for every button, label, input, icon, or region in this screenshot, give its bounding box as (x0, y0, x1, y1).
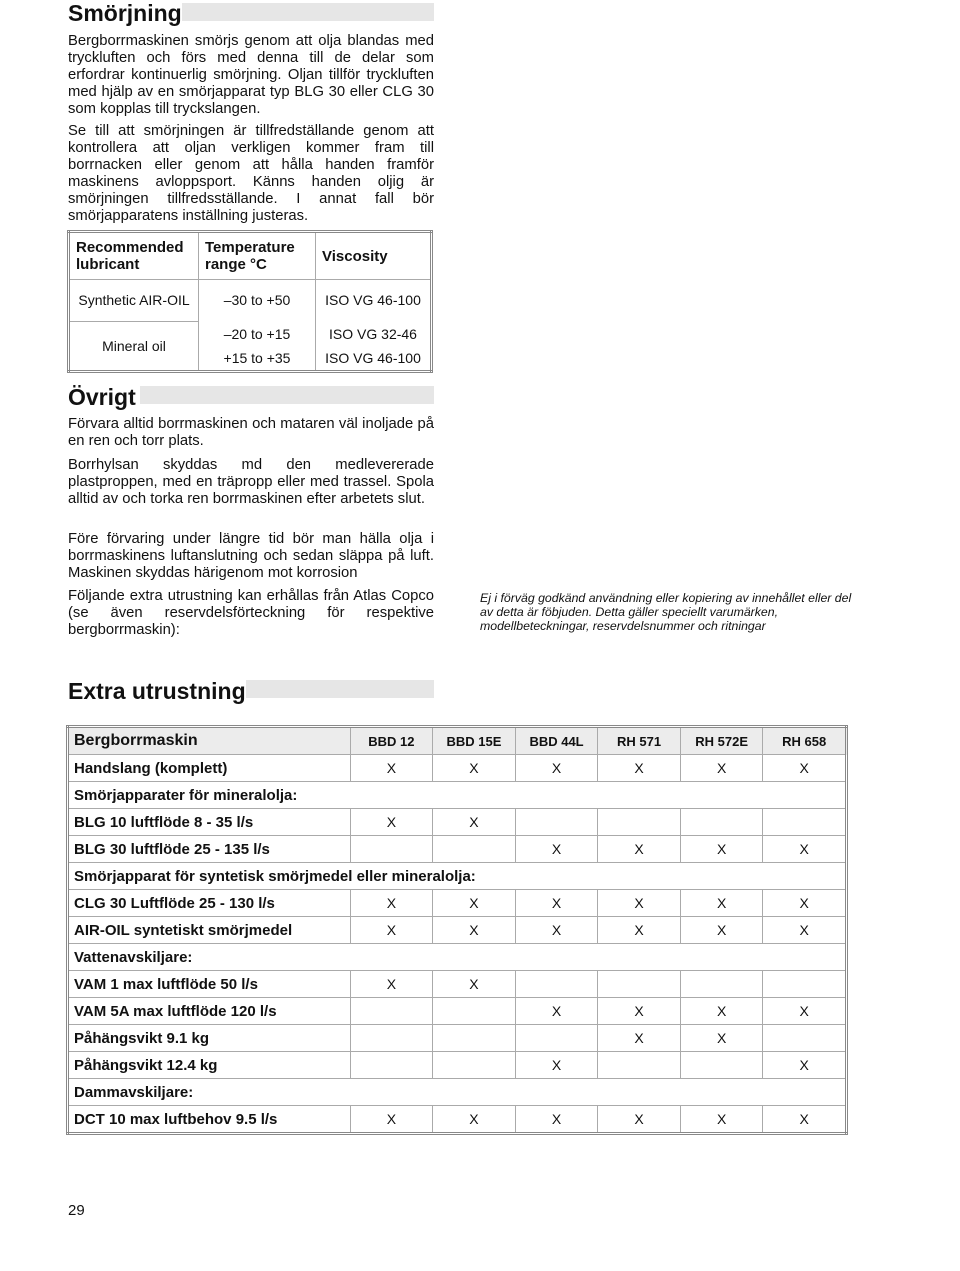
equipment-table (66, 725, 848, 1135)
compatibility-cell (680, 809, 763, 836)
compatibility-cell: X (433, 890, 516, 917)
section-row (68, 944, 847, 971)
temperature-range: +15 to +35 (199, 347, 316, 372)
compatibility-cell: X (515, 755, 598, 782)
compatibility-cell: X (515, 890, 598, 917)
equipment-table-header (68, 727, 847, 755)
equipment-label: Påhängsvikt 9.1 kg (68, 1025, 351, 1052)
compatibility-cell (680, 971, 763, 998)
compatibility-cell: X (680, 998, 763, 1025)
compatibility-cell (433, 998, 516, 1025)
equipment-label: AIR-OIL syntetiskt smörjmedel (68, 917, 351, 944)
lubricant-category: Synthetic AIR-OIL (78, 292, 190, 308)
compatibility-cell (433, 1025, 516, 1052)
compatibility-cell: X (433, 755, 516, 782)
compatibility-cell: X (763, 917, 847, 944)
compatibility-cell: X (598, 1025, 681, 1052)
other-paragraph-2: Borrhylsan skyddas md den medlevererade plastproppen, med en träpropp eller med trassel. Spola alltid av och torka ren borrmaskinen efter arbetets slut. (68, 457, 434, 507)
header-viscosity: Viscosity (316, 232, 432, 280)
compatibility-cell (350, 836, 433, 863)
viscosity-value: ISO VG 32-46 (316, 322, 432, 347)
compatibility-cell (350, 1052, 433, 1079)
compatibility-cell: X (515, 836, 598, 863)
compatibility-cell: X (350, 809, 433, 836)
header-model: BBD 15E (433, 727, 516, 755)
header-model: RH 572E (680, 727, 763, 755)
temperature-range: –20 to +15 (199, 322, 316, 347)
compatibility-cell (763, 1025, 847, 1052)
lubricant-table-header (69, 232, 432, 280)
compatibility-cell (515, 809, 598, 836)
equipment-label: Smörjapparater för mineralolja: (68, 782, 847, 809)
table-row (68, 1106, 847, 1134)
compatibility-cell (433, 1052, 516, 1079)
compatibility-cell (598, 809, 681, 836)
lubricant-table (67, 230, 433, 373)
equipment-label: Handslang (komplett) (68, 755, 351, 782)
compatibility-cell (515, 971, 598, 998)
header-lubricant: Recommended lubricant (69, 232, 199, 280)
compatibility-cell (763, 809, 847, 836)
compatibility-cell: X (350, 917, 433, 944)
header-model: RH 571 (598, 727, 681, 755)
equipment-label: BLG 30 luftflöde 25 - 135 l/s (68, 836, 351, 863)
compatibility-cell: X (515, 917, 598, 944)
compatibility-cell: X (433, 971, 516, 998)
table-row (68, 890, 847, 917)
table-row (68, 1025, 847, 1052)
table-row (68, 809, 847, 836)
compatibility-cell (515, 1025, 598, 1052)
section-title-bar (246, 680, 434, 698)
compatibility-cell (763, 971, 847, 998)
section-row (68, 863, 847, 890)
section-title-lubrication: Smörjning (68, 0, 182, 26)
lubrication-paragraph-2: Se till att smörjningen är tillfredställande genom att kontrollera att oljan verkligen kommer fram till borrnacken eller genom att hålla handen framför maskinens avloppsport. Känns handen oljig är smörjningen tillfredsställande. I annat fall bör smörjapparatens inställning justeras. (68, 123, 434, 224)
equipment-label: DCT 10 max luftbehov 9.5 l/s (68, 1106, 351, 1134)
other-paragraph-1: Förvara alltid borrmaskinen och mataren väl inoljade på en ren och torr plats. (68, 416, 434, 449)
equipment-label: Påhängsvikt 12.4 kg (68, 1052, 351, 1079)
compatibility-cell: X (680, 1106, 763, 1134)
header-model: BBD 44L (515, 727, 598, 755)
compatibility-cell (598, 971, 681, 998)
table-row (68, 836, 847, 863)
lubrication-paragraph-1: Bergborrmaskinen smörjs genom att olja blandas med tryckluften och förs med denna till de delar som erfordrar kontinuerlig smörjning. Oljan tillför tryckluften med hjälp av en smörjapparat typ BLG 30 eller CLG 30 som kopplas till tryckslangen. (68, 33, 434, 117)
equipment-label: VAM 5A max luftflöde 120 l/s (68, 998, 351, 1025)
other-paragraph-3: Före förvaring under längre tid bör man hälla olja i borrmaskinens luftanslutning och sedan släppa på luft. Maskinen skyddas härigenom mot korrosion (68, 531, 434, 581)
lubricant-category: Mineral oil (69, 322, 199, 372)
compatibility-cell: X (763, 836, 847, 863)
copyright-note: Ej i förväg godkänd användning eller kopiering av innehållet eller del av detta är föbjuden. Detta gäller speciellt varumärken, modellbeteckningar, reservdelsnummer och ritningar (480, 591, 852, 633)
compatibility-cell: X (350, 755, 433, 782)
compatibility-cell (680, 1052, 763, 1079)
compatibility-cell: X (763, 890, 847, 917)
compatibility-cell (350, 998, 433, 1025)
compatibility-cell (598, 1052, 681, 1079)
equipment-label: Smörjapparat för syntetisk smörjmedel eller mineralolja: (68, 863, 847, 890)
table-row (69, 322, 432, 347)
equipment-label: VAM 1 max luftflöde 50 l/s (68, 971, 351, 998)
section-title-extra-equipment: Extra utrustning (68, 678, 246, 704)
section-row (68, 782, 847, 809)
header-model: RH 658 (763, 727, 847, 755)
compatibility-cell: X (598, 998, 681, 1025)
compatibility-cell: X (515, 1052, 598, 1079)
table-row (68, 998, 847, 1025)
equipment-label: CLG 30 Luftflöde 25 - 130 l/s (68, 890, 351, 917)
compatibility-cell: X (680, 890, 763, 917)
table-row (69, 280, 432, 322)
compatibility-cell: X (763, 755, 847, 782)
compatibility-cell: X (598, 890, 681, 917)
table-row (68, 917, 847, 944)
page-number: 29 (68, 1202, 85, 1219)
compatibility-cell: X (350, 1106, 433, 1134)
table-row (68, 755, 847, 782)
compatibility-cell: X (433, 917, 516, 944)
compatibility-cell: X (680, 1025, 763, 1052)
header-model: BBD 12 (350, 727, 433, 755)
compatibility-cell: X (433, 1106, 516, 1134)
compatibility-cell (350, 1025, 433, 1052)
equipment-label: Dammavskiljare: (68, 1079, 847, 1106)
compatibility-cell (433, 836, 516, 863)
compatibility-cell: X (433, 809, 516, 836)
equipment-label: BLG 10 luftflöde 8 - 35 l/s (68, 809, 351, 836)
compatibility-cell: X (515, 998, 598, 1025)
temperature-range: –30 to +50 (199, 280, 316, 322)
section-title-bar (182, 3, 434, 21)
table-row (68, 1052, 847, 1079)
compatibility-cell: X (680, 755, 763, 782)
header-rock-drill: Bergborrmaskin (68, 727, 351, 755)
equipment-label: Vattenavskiljare: (68, 944, 847, 971)
section-row (68, 1079, 847, 1106)
other-paragraph-4: Följande extra utrustning kan erhållas från Atlas Copco (se även reservdelsförteckning för respektive bergborrmaskin): (68, 588, 434, 638)
compatibility-cell: X (680, 917, 763, 944)
compatibility-cell: X (763, 1106, 847, 1134)
section-title-bar (140, 386, 434, 404)
compatibility-cell: X (598, 836, 681, 863)
compatibility-cell: X (598, 917, 681, 944)
viscosity-value: ISO VG 46-100 (316, 347, 432, 372)
compatibility-cell: X (763, 1052, 847, 1079)
header-temperature: Temperature range °C (199, 232, 316, 280)
compatibility-cell: X (598, 755, 681, 782)
compatibility-cell: X (350, 971, 433, 998)
compatibility-cell: X (598, 1106, 681, 1134)
compatibility-cell: X (763, 998, 847, 1025)
table-row (68, 971, 847, 998)
compatibility-cell: X (350, 890, 433, 917)
compatibility-cell: X (515, 1106, 598, 1134)
viscosity-value: ISO VG 46-100 (316, 280, 432, 322)
compatibility-cell: X (680, 836, 763, 863)
section-title-other: Övrigt (68, 384, 136, 410)
